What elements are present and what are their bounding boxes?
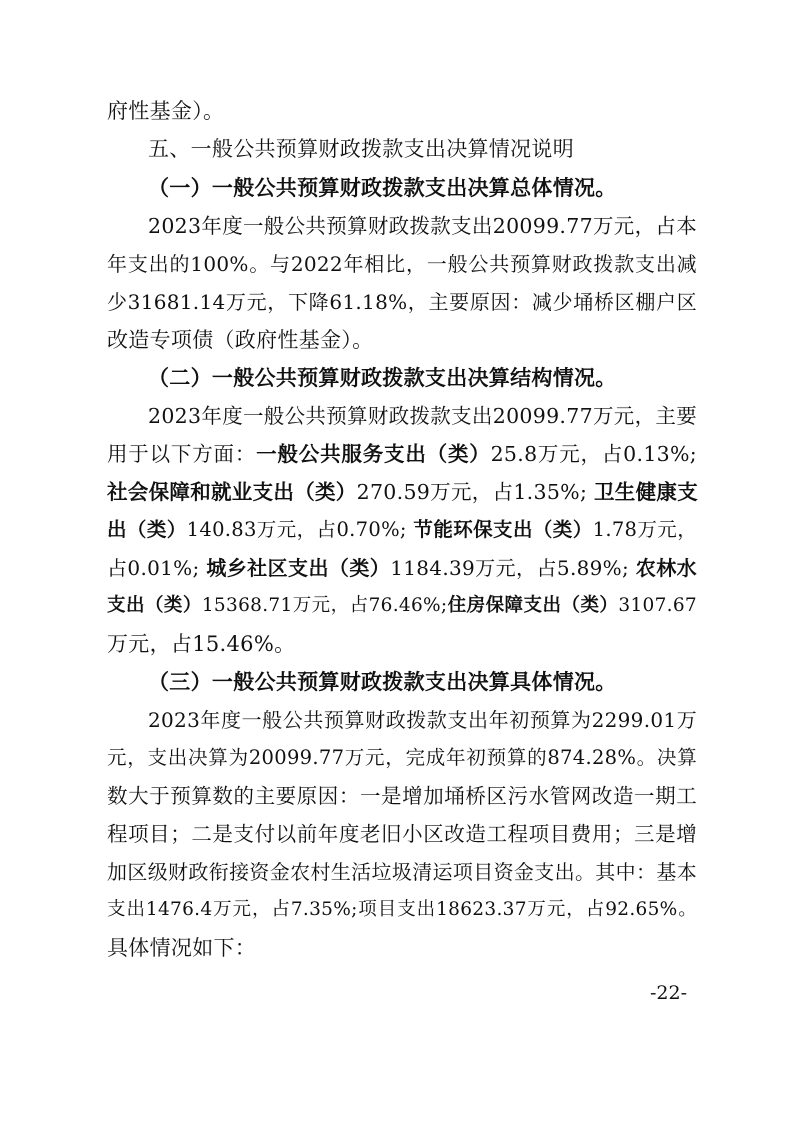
text-run: 15368.71万元，占76.46%; (201, 595, 448, 616)
text-run: 140.83万元，占0.70%; (186, 518, 407, 541)
category-label: 城乡社区支出（类） (206, 556, 391, 580)
paragraph-line: 元，支出决算为20099.77万元，完成年初预算的874.28%。决算 (107, 746, 697, 769)
paragraph-line: 万元，占15.46%。 (107, 632, 296, 656)
category-label: 农林水 (635, 556, 697, 580)
paragraph-line: 2023年度一般公共预算财政拨款支出年初预算为2299.01万 (148, 708, 697, 732)
paragraph-line: 具体情况如下： (107, 936, 257, 960)
paragraph-line (107, 511, 697, 549)
category-label: 住房保障支出（类） (447, 595, 619, 616)
subsection-heading: （二）一般公共预算财政拨款支出决算结构情况。 (148, 366, 617, 390)
category-label: 卫生健康支 (594, 480, 698, 504)
text-run: 用于以下方面： (107, 442, 257, 466)
paragraph-line (107, 473, 697, 511)
paragraph-line: 数大于预算数的主要原因：一是增加埇桥区污水管网改造一期工 (107, 784, 697, 808)
paragraph-line (107, 587, 697, 625)
category-label: 节能环保支出（类） (413, 518, 593, 541)
paragraph-line: 府性基金）。 (107, 99, 225, 123)
paragraph-line (107, 549, 697, 587)
paragraph-line: 2023年度一般公共预算财政拨款支出20099.77万元，占本 (148, 214, 697, 238)
paragraph-line: 程项目；二是支付以前年度老旧小区改造工程项目费用；三是增 (107, 822, 697, 846)
page-number: -22- (650, 982, 688, 1004)
paragraph-line: 支出1476.4万元，占7.35%;项目支出18623.37万元，占92.65%。 (107, 899, 697, 920)
category-label: 出（类） (107, 518, 187, 541)
paragraph-line: 改造专项债（政府性基金）。 (107, 328, 374, 352)
subsection-heading: （三）一般公共预算财政拨款支出决算具体情况。 (148, 670, 617, 694)
text-run: 1184.39万元，占5.89%; (390, 556, 629, 580)
text-run: 1.78万元， (592, 518, 697, 541)
text-run: 占0.01%; (107, 556, 200, 580)
subsection-heading: （一）一般公共预算财政拨款支出决算总体情况。 (148, 176, 617, 200)
category-label: 一般公共服务支出（类） (256, 442, 491, 466)
paragraph-line: 年支出的100%。与2022年相比，一般公共预算财政拨款支出减 (107, 252, 697, 276)
text-run: 270.59万元，占1.35%; (356, 480, 588, 504)
paragraph-line (107, 435, 697, 473)
section-heading: 五、一般公共预算财政拨款支出决算情况说明 (148, 137, 574, 161)
text-run: 3107.67 (618, 595, 697, 616)
paragraph-line: 少31681.14万元，下降61.18%，主要原因：减少埇桥区棚户区 (107, 290, 697, 314)
text-run: 25.8万元，占0.13%; (490, 442, 697, 466)
category-label: 社会保障和就业支出（类） (107, 480, 357, 504)
paragraph-line: 加区级财政衔接资金农村生活垃圾清运项目资金支出。其中：基本 (107, 860, 697, 884)
category-label: 支出（类） (107, 595, 202, 616)
paragraph-line: 2023年度一般公共预算财政拨款支出20099.77万元，主要 (148, 404, 697, 428)
